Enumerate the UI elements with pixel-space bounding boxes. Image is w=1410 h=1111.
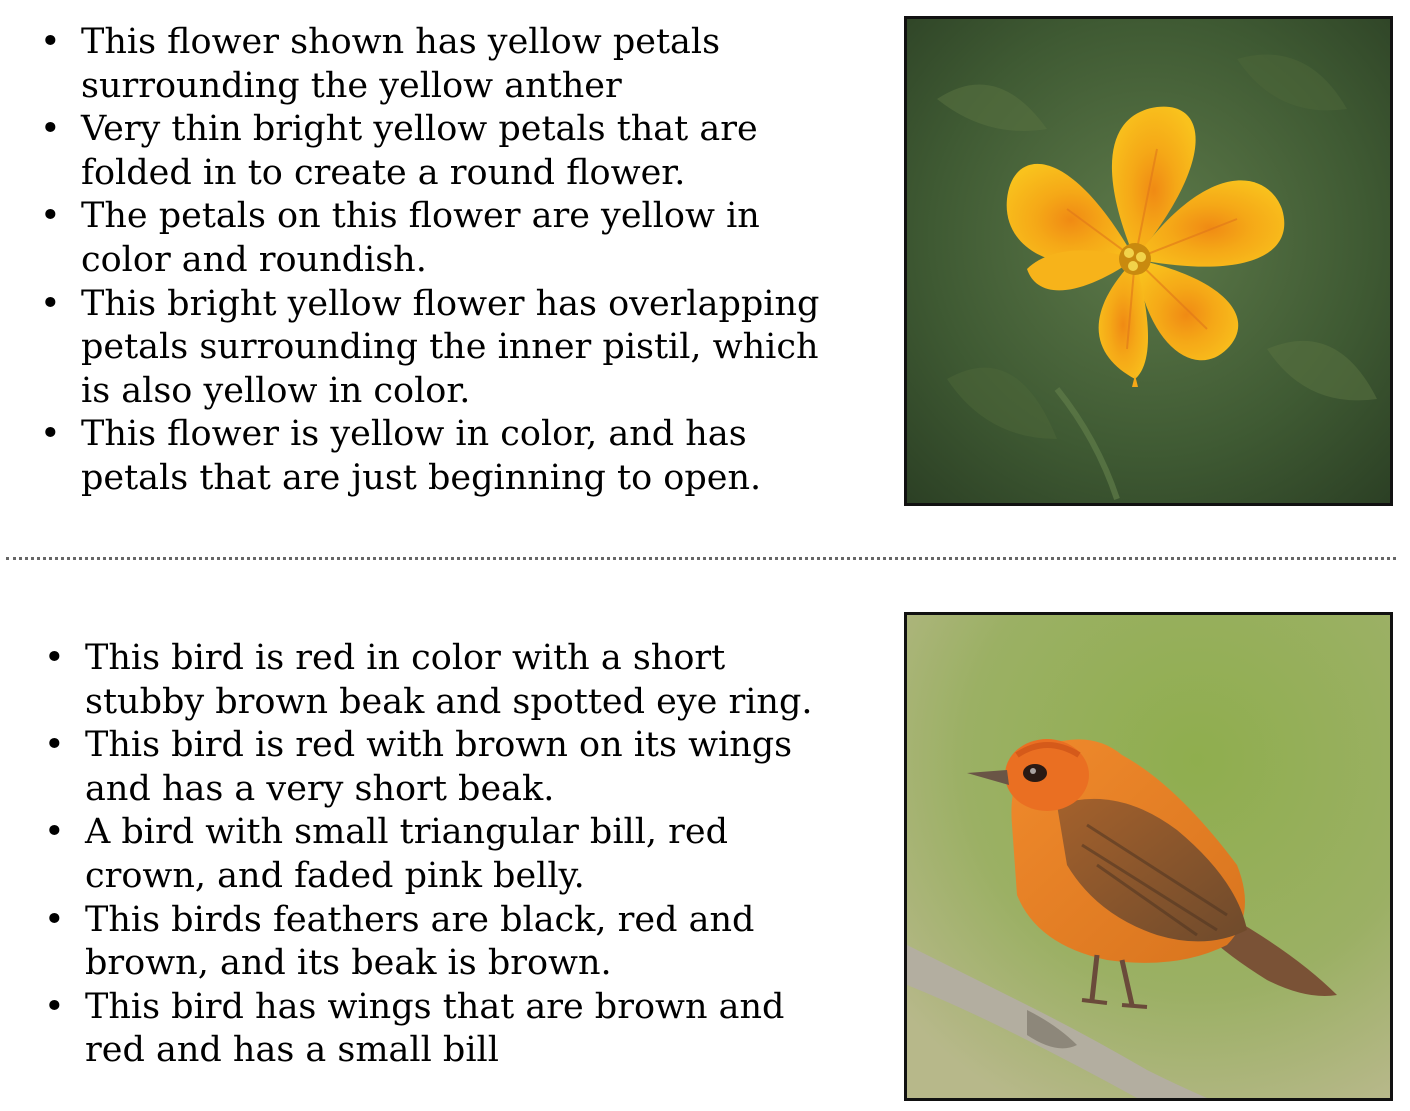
flower-section	[0, 0, 1410, 540]
section-divider	[6, 557, 1396, 560]
orange-bird-photo	[907, 615, 1390, 1098]
bird-caption-1: • This bird is red in color with a short stubby brown beak and spotted eye ring.	[44, 637, 844, 724]
bird-caption-list	[44, 637, 844, 1073]
flower-caption-4: • This bright yellow flower has overlapping petals surrounding the inner pistil, which is also yellow in color.	[40, 283, 850, 414]
bird-section	[0, 590, 1410, 1111]
bird-caption-5: • This bird has wings that are brown and red and has a small bill	[44, 986, 844, 1073]
bird-caption-3: • A bird with small triangular bill, red crown, and faded pink belly.	[44, 811, 844, 898]
flower-caption-list	[40, 21, 850, 501]
flower-caption-2: • Very thin bright yellow petals that are folded in to create a round flower.	[40, 108, 850, 195]
yellow-flower-photo	[907, 19, 1390, 503]
bird-image	[904, 612, 1393, 1101]
flower-image	[904, 16, 1393, 506]
flower-caption-1: • This flower shown has yellow petals surrounding the yellow anther	[40, 21, 850, 108]
flower-caption-5: • This flower is yellow in color, and has petals that are just beginning to open.	[40, 413, 850, 500]
bird-caption-4: • This birds feathers are black, red and brown, and its beak is brown.	[44, 899, 844, 986]
bird-caption-2: • This bird is red with brown on its wings and has a very short beak.	[44, 724, 844, 811]
flower-caption-3: • The petals on this flower are yellow in color and roundish.	[40, 195, 850, 282]
